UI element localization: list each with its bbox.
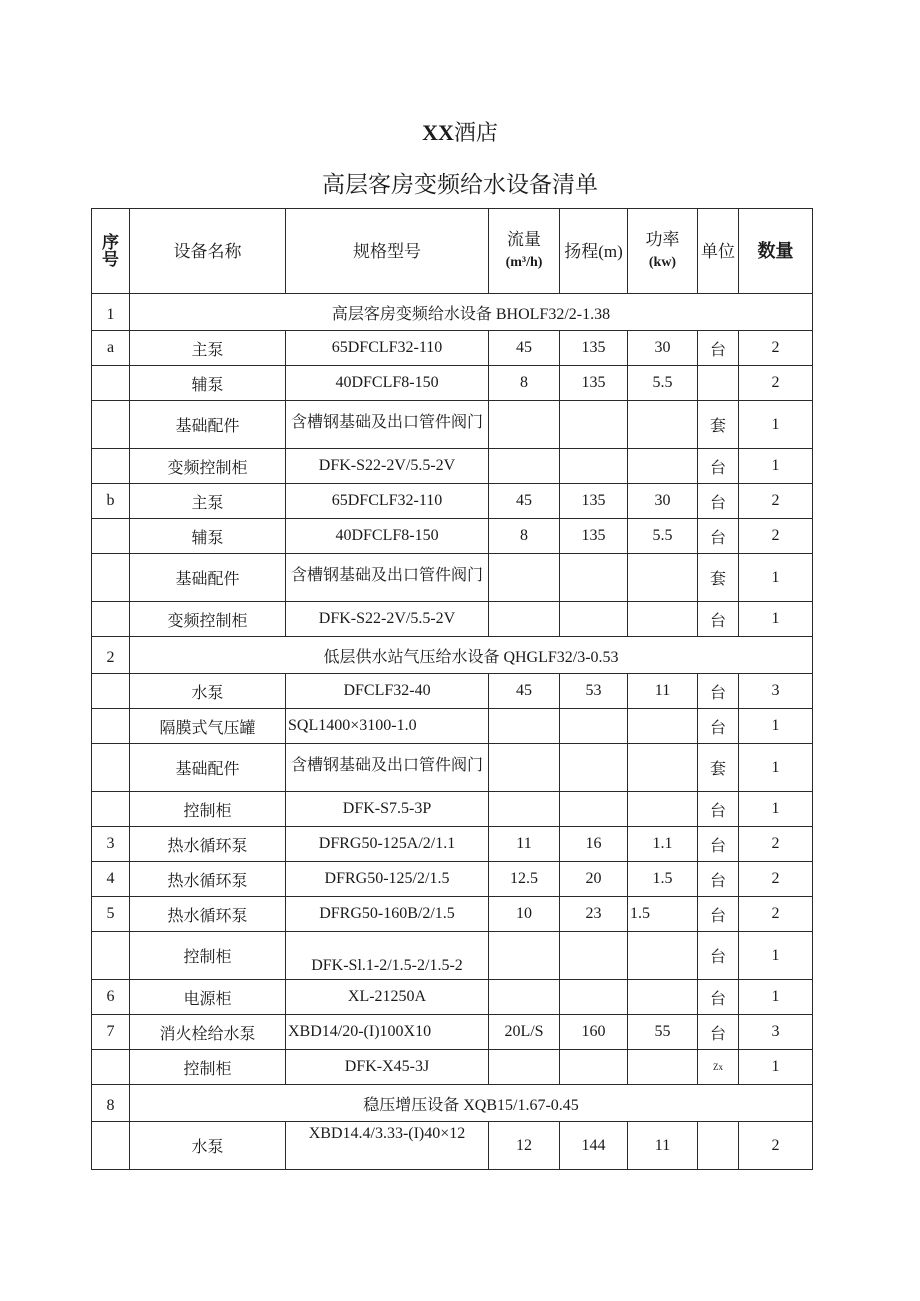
cell-name: 水泵 [130,1122,286,1170]
cell-spec: 40DFCLF8-150 [286,519,489,554]
section-row [92,637,813,674]
cell-name: 热水循环泵 [130,827,286,862]
cell-seq: 2 [92,637,130,674]
header-seq: 序号 [92,209,130,294]
cell-flow: 45 [489,674,560,709]
cell-head: 53 [560,674,628,709]
cell-qty: 2 [739,862,813,897]
cell-unit: 台 [698,709,739,744]
cell-qty: 2 [739,331,813,366]
cell-head [560,932,628,980]
cell-flow: 45 [489,331,560,366]
cell-flow: 8 [489,366,560,401]
header-head: 扬程(m) [560,209,628,294]
table-row [92,709,813,744]
cell-flow: 45 [489,484,560,519]
cell-name: 主泵 [130,331,286,366]
cell-head [560,744,628,792]
cell-unit: 台 [698,602,739,637]
cell-seq [92,1050,130,1085]
cell-seq: 6 [92,980,130,1015]
cell-unit: 台 [698,674,739,709]
section-title: 高层客房变频给水设备 BHOLF32/2-1.38 [130,294,813,331]
cell-seq [92,792,130,827]
cell-name: 辅泵 [130,366,286,401]
cell-head: 23 [560,897,628,932]
cell-name: 电源柜 [130,980,286,1015]
section-title: 低层供水站气压给水设备 QHGLF32/3-0.53 [130,637,813,674]
cell-spec: SQL1400×3100-1.0 [286,709,489,744]
cell-spec: XBD14/20-(I)100X10 [286,1015,489,1050]
cell-head [560,401,628,449]
cell-flow: 12.5 [489,862,560,897]
cell-unit: 台 [698,484,739,519]
cell-head: 144 [560,1122,628,1170]
cell-head: 16 [560,827,628,862]
cell-head: 135 [560,366,628,401]
section-row [92,294,813,331]
cell-qty: 2 [739,484,813,519]
cell-qty: 2 [739,897,813,932]
cell-flow [489,602,560,637]
document-title-cjk: 酒店 [453,120,498,145]
table-row [92,792,813,827]
cell-power [628,449,698,484]
cell-power: 1.5 [628,897,698,932]
cell-seq: 7 [92,1015,130,1050]
cell-qty: 1 [739,980,813,1015]
cell-spec: DFRG50-125A/2/1.1 [286,827,489,862]
cell-name: 控制柜 [130,932,286,980]
cell-seq [92,744,130,792]
cell-power: 1.5 [628,862,698,897]
cell-seq [92,674,130,709]
cell-qty: 2 [739,1122,813,1170]
cell-head: 160 [560,1015,628,1050]
table-row [92,602,813,637]
cell-qty: 3 [739,1015,813,1050]
cell-flow [489,401,560,449]
cell-flow [489,744,560,792]
cell-head [560,792,628,827]
header-flow-label: 流量 [507,230,541,249]
table-row [92,1122,813,1170]
cell-power [628,792,698,827]
cell-head: 135 [560,331,628,366]
table-row [92,980,813,1015]
table-row [92,366,813,401]
cell-head [560,602,628,637]
cell-unit: 台 [698,519,739,554]
table-row [92,519,813,554]
cell-spec: 含槽钢基础及出口管件阀门 [286,554,489,602]
cell-head [560,980,628,1015]
cell-spec: XBD14.4/3.33-(I)40×12 [286,1122,489,1170]
cell-power [628,602,698,637]
cell-spec: 65DFCLF32-110 [286,331,489,366]
cell-spec: 含槽钢基础及出口管件阀门 [286,744,489,792]
cell-spec: 65DFCLF32-110 [286,484,489,519]
table-row [92,1050,813,1085]
cell-flow [489,932,560,980]
document-subtitle: 高层客房变频给水设备清单 [322,172,598,197]
cell-unit: 套 [698,744,739,792]
cell-unit: 台 [698,862,739,897]
cell-name: 消火栓给水泵 [130,1015,286,1050]
cell-name: 隔膜式气压罐 [130,709,286,744]
cell-flow [489,1050,560,1085]
cell-name: 基础配件 [130,744,286,792]
table-row [92,331,813,366]
table-header-row [92,209,813,294]
cell-qty: 1 [739,554,813,602]
cell-power: 11 [628,674,698,709]
cell-seq [92,709,130,744]
header-power [628,209,698,294]
cell-power: 5.5 [628,519,698,554]
cell-spec: XL-21250A [286,980,489,1015]
cell-seq [92,366,130,401]
cell-power: 5.5 [628,366,698,401]
cell-qty: 1 [739,792,813,827]
cell-head [560,709,628,744]
cell-name: 热水循环泵 [130,897,286,932]
table-row [92,554,813,602]
cell-unit: 套 [698,401,739,449]
cell-unit: 台 [698,1015,739,1050]
cell-power [628,932,698,980]
cell-power [628,744,698,792]
cell-spec: DFRG50-160B/2/1.5 [286,897,489,932]
table-row [92,827,813,862]
cell-flow [489,554,560,602]
cell-power: 1.1 [628,827,698,862]
cell-qty: 1 [739,401,813,449]
cell-qty: 1 [739,744,813,792]
cell-head: 135 [560,519,628,554]
cell-unit: 台 [698,897,739,932]
cell-seq [92,449,130,484]
header-power-unit: (kw) [648,255,677,270]
cell-power: 55 [628,1015,698,1050]
cell-spec: DFK-S22-2V/5.5-2V [286,602,489,637]
cell-qty: 1 [739,932,813,980]
table-row [92,744,813,792]
cell-unit: 台 [698,980,739,1015]
cell-unit: Zx [698,1050,739,1085]
cell-head [560,449,628,484]
cell-seq: 5 [92,897,130,932]
cell-spec: DFK-X45-3J [286,1050,489,1085]
header-name: 设备名称 [130,209,286,294]
cell-power: 11 [628,1122,698,1170]
cell-head: 135 [560,484,628,519]
cell-name: 变频控制柜 [130,449,286,484]
table-row [92,897,813,932]
table-row [92,1015,813,1050]
cell-name: 辅泵 [130,519,286,554]
cell-qty: 3 [739,674,813,709]
cell-name: 控制柜 [130,1050,286,1085]
cell-seq: 8 [92,1085,130,1122]
cell-unit [698,366,739,401]
table-row [92,401,813,449]
cell-flow: 8 [489,519,560,554]
cell-seq [92,932,130,980]
cell-seq: b [92,484,130,519]
table-row [92,862,813,897]
cell-unit: 台 [698,449,739,484]
cell-qty: 1 [739,709,813,744]
table-body [92,294,813,1170]
cell-unit: 台 [698,932,739,980]
cell-unit: 台 [698,792,739,827]
equipment-table [91,208,813,1170]
cell-seq [92,519,130,554]
cell-spec: DFRG50-125/2/1.5 [286,862,489,897]
cell-seq [92,401,130,449]
header-spec: 规格型号 [286,209,489,294]
cell-seq [92,1122,130,1170]
cell-seq [92,602,130,637]
cell-flow [489,709,560,744]
cell-name: 主泵 [130,484,286,519]
header-power-label: 功率 [645,230,680,249]
cell-unit: 台 [698,331,739,366]
cell-seq: 1 [92,294,130,331]
cell-spec: 含槽钢基础及出口管件阀门 [286,401,489,449]
cell-name: 基础配件 [130,401,286,449]
cell-seq: 4 [92,862,130,897]
cell-spec: DFK-S7.5-3P [286,792,489,827]
cell-name: 水泵 [130,674,286,709]
document-title-latin: XX [422,120,454,145]
table-row [92,674,813,709]
header-flow-unit: (m³/h) [505,255,543,270]
header-unit: 单位 [698,209,739,294]
cell-qty: 1 [739,602,813,637]
cell-power: 30 [628,331,698,366]
cell-flow [489,449,560,484]
cell-head [560,1050,628,1085]
cell-power [628,401,698,449]
cell-unit [698,1122,739,1170]
cell-name: 变频控制柜 [130,602,286,637]
cell-qty: 2 [739,366,813,401]
cell-qty: 2 [739,519,813,554]
cell-spec: 40DFCLF8-150 [286,366,489,401]
cell-flow [489,792,560,827]
cell-power [628,709,698,744]
cell-unit: 台 [698,827,739,862]
section-title: 稳压增压设备 XQB15/1.67-0.45 [130,1085,813,1122]
cell-qty: 2 [739,827,813,862]
cell-power [628,554,698,602]
cell-spec: DFK-S22-2V/5.5-2V [286,449,489,484]
cell-flow: 10 [489,897,560,932]
cell-seq [92,554,130,602]
table-row [92,449,813,484]
cell-head [560,554,628,602]
cell-flow [489,980,560,1015]
document-title [0,116,920,150]
cell-name: 控制柜 [130,792,286,827]
cell-seq: 3 [92,827,130,862]
cell-power: 30 [628,484,698,519]
cell-head: 20 [560,862,628,897]
cell-unit: 套 [698,554,739,602]
cell-flow: 12 [489,1122,560,1170]
cell-qty: 1 [739,449,813,484]
cell-name: 基础配件 [130,554,286,602]
cell-qty: 1 [739,1050,813,1085]
cell-flow: 20L/S [489,1015,560,1050]
cell-power [628,1050,698,1085]
cell-spec: DFK-Sl.1-2/1.5-2/1.5-2 [286,932,489,980]
table-row [92,484,813,519]
table-row [92,932,813,980]
cell-spec: DFCLF32-40 [286,674,489,709]
header-flow [489,209,560,294]
cell-flow: 11 [489,827,560,862]
section-row [92,1085,813,1122]
cell-seq: a [92,331,130,366]
cell-power [628,980,698,1015]
header-qty: 数量 [739,209,813,294]
cell-name: 热水循环泵 [130,862,286,897]
